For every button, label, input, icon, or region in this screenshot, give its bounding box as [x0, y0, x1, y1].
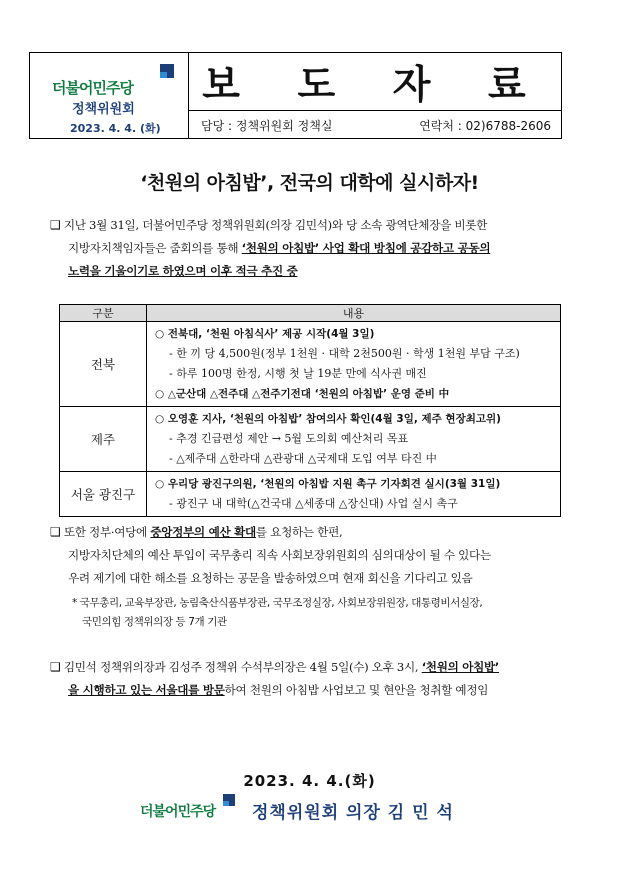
checkbox-bullet-icon: ❑	[50, 218, 61, 232]
contact-row	[189, 111, 561, 138]
table-line: - △제주대 △한라대 △관광대 △국제대 도입 여부 타진 中	[169, 452, 437, 465]
signature-block	[140, 793, 500, 825]
paragraph-3-emphasis: ‘천원의 아침밥’	[421, 660, 500, 674]
table-header-content: 내용	[147, 305, 561, 322]
paragraph-1-line-2	[50, 237, 570, 260]
table-cell-region: 제주	[60, 407, 147, 472]
paragraph-1-emphasis: ‘천원의 아침밥’ 사업 확대 방침에 공감하고 공동의	[241, 241, 491, 255]
table-row	[60, 322, 561, 407]
table-line: - 광진구 내 대학(△건국대 △세종대 △장신대) 사업 실시 촉구	[169, 497, 458, 510]
table-line: - 추경 긴급편성 제안 → 5월 도의회 예산처리 목표	[169, 432, 409, 445]
table-line: ○ 전북대, ‘천원 아침식사’ 제공 시작(4월 3일)	[155, 328, 375, 340]
paragraph-2-line-2: 지방자치단체의 예산 투입이 국무총리 직속 사회보장위원회의 심의대상이 될 수 있다는	[68, 548, 491, 562]
footer-party-logo: 더불어민주당	[140, 804, 216, 820]
checkbox-bullet-icon: ❑	[50, 660, 61, 674]
press-release-header	[29, 52, 562, 139]
table-line: - 한 끼 당 4,500원(정부 1천원 · 대학 2천500원 · 학생 1천원 부담 구조)	[169, 347, 520, 360]
paragraph-3-emphasis-2: 을 시행하고 있는 서울대를 방문	[68, 683, 225, 697]
paragraph-3-text-2: 하여 천원의 아침밥 사업보고 및 현안을 청취할 예정임	[224, 683, 489, 697]
table-cell-region: 서울 광진구	[60, 472, 147, 517]
regional-status-table	[59, 304, 561, 517]
paragraph-1-text-plain: 지방자치책임자들은 줌회의를 통해	[68, 241, 242, 255]
headline: ‘천원의 아침밥’, 전국의 대학에 실시하자!	[140, 172, 479, 194]
footnote-line-1: * 국무총리, 교육부장관, 농림축산식품부장관, 국무조정실장, 사회보장위원장, 대통령비서실장,	[72, 597, 483, 609]
table-line: ○ 오영훈 지사, ‘천원의 아침밥’ 참여의사 확인(4월 3일, 제주 현장최고위)	[155, 413, 501, 425]
contact-phone: 연락처 : 02)6788-2606	[419, 119, 551, 133]
table-header-region: 구분	[60, 305, 147, 322]
table-row	[60, 472, 561, 517]
table-cell-region: 전북	[60, 322, 147, 407]
table-cell-content	[147, 472, 561, 517]
table-header-row	[60, 305, 561, 322]
paragraph-1-emphasis-2: 노력을 기울이기로 하였으며 이후 적극 추진 중	[68, 264, 298, 278]
paragraph-1	[50, 214, 570, 283]
party-emblem-icon	[158, 62, 176, 80]
table-line: ○ 우리당 광진구의원, ‘천원의 아침밥 지원 촉구 기자회견 실시(3월 31일)	[155, 478, 501, 490]
paragraph-3-text: 김민석 정책위의장과 김성주 정책위 수석부의장은 4월 5일(수) 오후 3시,	[63, 660, 422, 674]
paragraph-2-text: 또한 정부·여당에	[63, 525, 151, 539]
table-cell-content	[147, 407, 561, 472]
committee-name: 정책위원회	[72, 102, 135, 117]
footer-date: 2023. 4. 4.(화)	[243, 772, 376, 790]
paragraph-2-emphasis: 중앙정부의 예산 확대	[150, 525, 256, 539]
paragraph-1-line-1	[50, 214, 570, 237]
party-logo-block	[30, 53, 189, 138]
document-title: 보 도 자 료	[189, 53, 561, 111]
table-row	[60, 407, 561, 472]
table-line: ○ △군산대 △전주대 △전주기전대 ‘천원의 아침밥’ 운영 준비 中	[155, 388, 450, 400]
paragraph-1-text: 지난 3월 31일, 더불어민주당 정책위원회(의장 김민석)와 당 소속 광역단체장을 비롯한	[63, 218, 488, 232]
paragraph-3-line-2	[50, 679, 570, 702]
header-date: 2023. 4. 4. (화)	[70, 122, 161, 135]
paragraph-2	[50, 521, 570, 590]
paragraph-2-line-3: 우려 제기에 대한 해소를 요청하는 공문을 발송하였으며 현재 회신을 기다리고 있음	[68, 571, 473, 585]
paragraph-3-line-1	[50, 656, 570, 679]
signature-text: 정책위원회 의장 김 민 석	[252, 803, 454, 823]
party-logo-text: 더불어민주당	[52, 79, 133, 97]
paragraph-3	[50, 656, 570, 702]
paragraph-2-line-1	[50, 521, 570, 544]
checkbox-bullet-icon: ❑	[50, 525, 61, 539]
party-emblem-icon	[222, 793, 236, 807]
paragraph-2-text-2: 를 요청하는 한편,	[255, 525, 343, 539]
contact-person: 담당 : 정책위원회 정책실	[201, 119, 333, 133]
table-cell-content	[147, 322, 561, 407]
footnote-line-2: 국민의힘 정책위의장 등 7개 기관	[82, 616, 227, 628]
footnote	[72, 594, 572, 632]
paragraph-1-line-3	[50, 260, 570, 283]
table-line: - 하루 100명 한정, 시행 첫 날 19분 만에 식사권 매진	[169, 367, 427, 380]
